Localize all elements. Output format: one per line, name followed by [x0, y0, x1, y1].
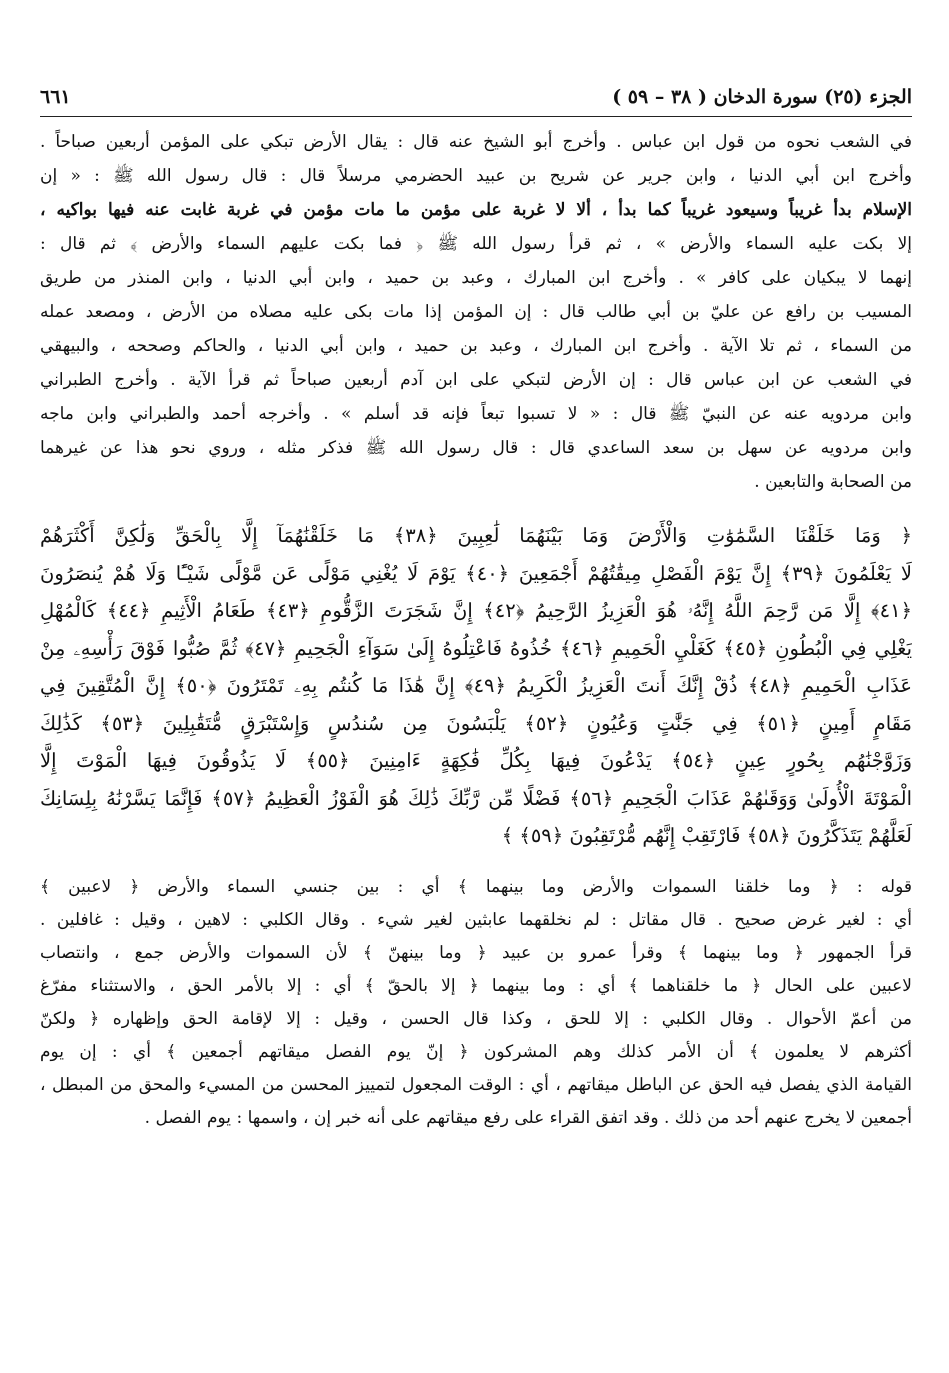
book-page [40, 84, 912, 1135]
quran-verses [40, 517, 912, 855]
text-line: أي : لغير غرض صحيح . قال مقاتل : لم نخلقهما عابثين لغير شيء . وقال الكلبي : لاهين ، وقيل : غافلين . [40, 909, 912, 930]
commentary-top [40, 125, 912, 499]
verse-line: وَزَوَّجْنَٰهُم بِحُورٍ عِينٍ ﴿٥٤﴾ يَدْعُونَ فِيهَا بِكُلِّ فَٰكِهَةٍ ءَامِنِينَ ﴿٥٥﴾ لَا يَذُوقُونَ فِيهَا الْمَوْتَ إِلَّا [40, 749, 912, 772]
verse-line: لَا يَعْلَمُونَ ﴿٣٩﴾ إِنَّ يَوْمَ الْفَصْلِ مِيقَٰتُهُمْ أَجْمَعِينَ ﴿٤٠﴾ يَوْمَ لَا يُغْنِي مَوْلًى عَن مَّوْلًى شَيْـًٔا وَلَا هُمْ يُنصَرُونَ [40, 561, 912, 585]
chapter-title: الجزء (٢٥) سورة الدخان ( ٣٨ – ٥٩ ) [612, 86, 912, 108]
verse-line: يَغْلِي فِي الْبُطُونِ ﴿٤٥﴾ كَغَلْيِ الْحَمِيمِ ﴿٤٦﴾ خُذُوهُ فَاعْتِلُوهُ إِلَىٰ سَوَآءِ الْجَحِيمِ ﴿٤٧﴾ ثُمَّ صُبُّوا فَوْقَ رَأْسِهِۦ مِنْ [40, 636, 912, 660]
text-line: من الصحابة والتابعين . [754, 472, 912, 492]
verse-line: ﴿٤١﴾ إِلَّا مَن رَّحِمَ اللَّهُ إِنَّهُۥ هُوَ الْعَزِيزُ الرَّحِيمُ ﴿٤٢﴾ إِنَّ شَجَرَتَ الزَّقُّومِ ﴿٤٣﴾ طَعَامُ الْأَثِيمِ ﴿٤٤﴾ كَالْمُهْلِ [40, 599, 912, 622]
page-number: ٦٦١ [40, 86, 71, 108]
text-line: المسيب بن رافع عن عليّ بن أبي طالب قال : إن المؤمن إذا مات بكى عليه مصلاه من الأرض ، ومصعد عمله [40, 302, 912, 322]
text-line: الإسلام بدأ غريباً وسيعود غريباً كما بدأ ، ألا لا غربة على مؤمن ما مات مؤمن في غربة غابت عنه فيها بواكيه ، [40, 200, 912, 220]
text-line: وابن مردويه عن سهل بن سعد الساعدي قال : قال رسول الله ﷺ فذكر مثله ، وروي نحو هذا عن غيرهما [40, 438, 912, 458]
page-header [40, 84, 912, 117]
text-line: أكثرهم لا يعلمون ﴾ أن الأمر كذلك وهم المشركون ﴿ إنّ يوم الفصل ميقاتهم أجمعين ﴾ أي : إن يوم [40, 1041, 912, 1062]
text-line: إلا بكت عليه السماء والأرض » ، ثم قرأ رسول الله ﷺ ﴿ فما بكت عليهم السماء والأرض ﴾ ثم قال : [40, 234, 912, 254]
text-line: إنهما لا يبكيان على كافر » . وأخرج ابن المبارك ، وعبد بن حميد ، وابن أبي الدنيا ، وابن المنذر من طريق [40, 268, 912, 288]
verse-line: ﴿ وَمَا خَلَقْنَا السَّمَٰوَٰتِ وَالْأَرْضَ وَمَا بَيْنَهُمَا لَٰعِبِينَ ﴿٣٨﴾ مَا خَلَقْنَٰهُمَآ إِلَّا بِالْحَقِّ وَلَٰكِنَّ أَكْثَرَهُمْ [40, 524, 912, 547]
text-line: وأخرج ابن أبي الدنيا ، وابن جرير عن شريح بن عبيد الحضرمي مرسلاً قال : قال رسول الله ﷺ : « إن [40, 166, 912, 186]
text-line: قوله : ﴿ وما خلقنا السموات والأرض وما بينهما ﴾ أي : بين جنسي السماء والأرض ﴿ لاعبين ﴾ [40, 876, 912, 897]
text-line: في الشعب عن ابن عباس قال : إن الأرض لتبكي على ابن آدم أربعين صباحاً ثم قرأ الآية . وأخرج الطبراني [40, 370, 912, 390]
verse-line: الْمَوْتَةَ الْأُولَىٰ وَوَقَىٰهُمْ عَذَابَ الْجَحِيمِ ﴿٥٦﴾ فَضْلًا مِّن رَّبِّكَ ذَٰلِكَ هُوَ الْفَوْزُ الْعَظِيمُ ﴿٥٧﴾ فَإِنَّمَا يَسَّرْنَٰهُ بِلِسَانِكَ [40, 786, 912, 810]
commentary-bottom [40, 871, 912, 1135]
text-line: وابن مردويه عنه عن النبيّ ﷺ قال : « لا تسبوا تبعاً فإنه قد أسلم » . وأخرجه أحمد والطبراني وابن ماجه [40, 404, 912, 424]
text-line: لاعبين على الحال ﴿ ما خلقناهما ﴾ أي : وما بينهما ﴿ إلا بالحقّ ﴾ أي : إلا بالأمر الحق ، والاستثناء مفرّغ [40, 975, 912, 996]
text-line: في الشعب نحوه من قول ابن عباس . وأخرج أبو الشيخ عنه قال : يقال الأرض تبكي على المؤمن أربعين صباحاً . [40, 132, 912, 152]
text-line: من السماء ، ثم تلا الآية . وأخرج ابن المبارك ، وعبد بن حميد ، وابن أبي الدنيا ، والحاكم وصححه ، والبيهقي [40, 336, 912, 356]
text-line: أجمعين لا يخرج عنهم أحد من ذلك . وقد اتفق القراء على رفع ميقاتهم على أنه خبر إن ، واسمها : يوم الفصل . [144, 1107, 912, 1128]
verse-line: مَقَامٍ أَمِينٍ ﴿٥١﴾ فِي جَنَّٰتٍ وَعُيُونٍ ﴿٥٢﴾ يَلْبَسُونَ مِن سُندُسٍ وَإِسْتَبْرَقٍ مُّتَقَٰبِلِينَ ﴿٥٣﴾ كَذَٰلِكَ [40, 711, 912, 735]
verse-line: لَعَلَّهُمْ يَتَذَكَّرُونَ ﴿٥٨﴾ فَارْتَقِبْ إِنَّهُم مُّرْتَقِبُونَ ﴿٥٩﴾ ﴾ [501, 824, 912, 847]
text-line: القيامة الذي يفصل فيه الحق عن الباطل ميقاتهم ، أي : الوقت المجعول لتمييز المحسن من المسيء والمحق من المبطل ، [40, 1074, 912, 1095]
text-line: قرأ الجمهور ﴿ وما بينهما ﴾ وقرأ عمرو بن عبيد ﴿ وما بينهنّ ﴾ لأن السموات والأرض جمع ، وانتصاب [40, 942, 912, 963]
text-line: من أعمّ الأحوال . وقال الكلبي : إلا للحق ، وكذا قال الحسن ، وقيل : إلا لإقامة الحق وإظهاره ﴿ ولكنّ [40, 1008, 912, 1029]
verse-line: عَذَابِ الْحَمِيمِ ﴿٤٨﴾ ذُقْ إِنَّكَ أَنتَ الْعَزِيزُ الْكَرِيمُ ﴿٤٩﴾ إِنَّ هَٰذَا مَا كُنتُم بِهِۦ تَمْتَرُونَ ﴿٥٠﴾ إِنَّ الْمُتَّقِينَ فِي [40, 674, 912, 697]
